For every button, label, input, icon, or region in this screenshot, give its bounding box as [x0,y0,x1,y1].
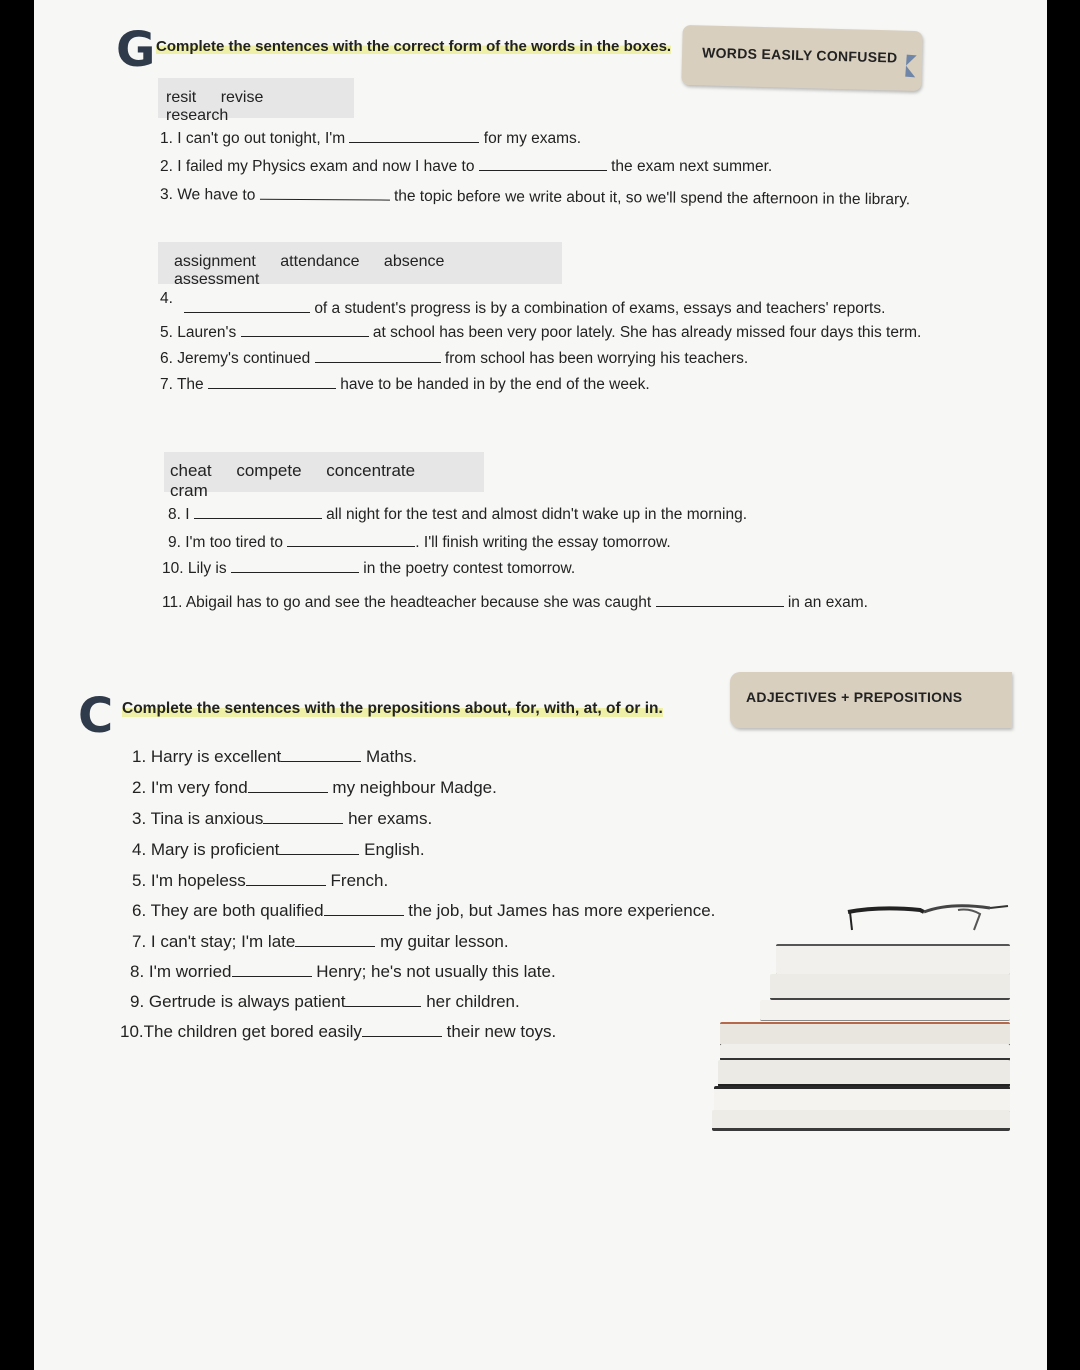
ribbon-flag-icon [905,55,917,78]
word-cram: cram [170,481,208,500]
book [714,1086,1010,1113]
book [770,974,1010,1000]
answer-blank[interactable] [260,185,390,201]
c-sentence-10: 10.The children get bored easily their new toys. [120,1022,557,1041]
glasses-on-book-stack [710,896,1010,1156]
sentence-8: 8. I all night for the test and almost didn't wake up in the morning. [168,506,748,523]
answer-blank[interactable] [263,808,343,824]
word-concentrate: concentrate [326,461,416,480]
word-resit: resit [166,89,197,106]
c-sentence-5: 5. I'm hopeless French. [132,871,389,890]
answer-blank[interactable] [194,504,322,519]
section-g-instruction: Complete the sentences with the correct form of the words in the boxes. [156,38,672,55]
book [712,1110,1010,1131]
answer-blank[interactable] [246,870,326,886]
section-g-tag [681,25,922,91]
sentence-11: 11. Abigail has to go and see the headteacher because she was caught in an exam. [162,594,868,611]
section-c-letter: C [78,688,114,744]
word-assessment: assessment [174,271,260,288]
sentence-9: 9. I'm too tired to . I'll finish writing the essay tomorrow. [168,534,671,551]
sentence-2: 2. I failed my Physics exam and now I have to the exam next summer. [160,158,773,175]
sentence-4-body: of a student's progress is by a combination of exams, essays and teachers' reports. [184,298,885,318]
sentence-4: 4. [160,290,173,307]
word-revise: revise [220,89,264,106]
answer-blank[interactable] [324,900,404,916]
c-sentence-9: 9. Gertrude is always patient her children. [130,992,520,1011]
section-g-letter: G [116,22,156,78]
c-sentence-8: 8. I'm worried Henry; he's not usually this late. [130,962,556,981]
book [776,944,1010,975]
c-sentence-3: 3. Tina is anxious her exams. [132,809,433,828]
answer-blank[interactable] [248,777,328,793]
sentence-7: 7. The have to be handed in by the end of the week. [160,376,650,393]
word-box-2 [158,242,562,288]
answer-blank[interactable] [279,839,359,855]
book [760,1000,1010,1021]
word-box-3 [164,452,484,500]
c-sentence-1: 1. Harry is excellent Maths. [132,747,418,766]
answer-blank[interactable] [281,746,361,762]
sentence-3: 3. We have to the topic before we write about it, so we'll spend the afternoon in the library. [159,186,911,209]
answer-blank[interactable] [345,991,421,1007]
sentence-10: 10. Lily is in the poetry contest tomorrow. [162,560,576,577]
answer-blank[interactable] [241,322,369,337]
c-sentence-6: 6. They are both qualified the job, but James has more experience. [132,901,716,920]
answer-blank[interactable] [349,128,479,143]
word-compete: compete [236,461,302,480]
c-sentence-2: 2. I'm very fond my neighbour Madge. [132,778,497,797]
section-c-tag-label: ADJECTIVES + PREPOSITIONS [746,689,963,705]
book [718,1060,1010,1087]
word-box-1 [158,78,354,124]
sentence-5: 5. Lauren's at school has been very poor lately. She has already missed four days this term. [160,324,922,341]
word-assignment: assignment [174,253,256,270]
book [720,1044,1010,1061]
word-cheat: cheat [170,461,212,480]
section-c-instruction: Complete the sentences with the prepositions about, for, with, at, of or in. [122,700,663,717]
sentence-6: 6. Jeremy's continued from school has been worrying his teachers. [160,350,749,367]
answer-blank[interactable] [184,298,310,313]
answer-blank[interactable] [656,592,784,607]
section-c-tag [730,672,1012,728]
answer-blank[interactable] [479,156,607,171]
glasses-icon [840,900,1010,944]
c-sentence-7: 7. I can't stay; I'm late my guitar lesson. [132,932,509,951]
answer-blank[interactable] [315,348,441,363]
word-attendance: attendance [280,253,360,270]
worksheet-page [34,0,1047,1370]
answer-blank[interactable] [208,374,336,389]
answer-blank[interactable] [231,558,359,573]
sentence-1: 1. I can't go out tonight, I'm for my exams. [160,130,582,147]
answer-blank[interactable] [287,532,415,547]
section-g-tag-label: WORDS EASILY CONFUSED [701,44,898,66]
word-research: research [166,107,229,124]
c-sentence-4: 4. Mary is proficient English. [132,840,425,859]
word-absence: absence [383,253,445,270]
answer-blank[interactable] [362,1021,442,1037]
answer-blank[interactable] [232,961,312,977]
answer-blank[interactable] [295,931,375,947]
